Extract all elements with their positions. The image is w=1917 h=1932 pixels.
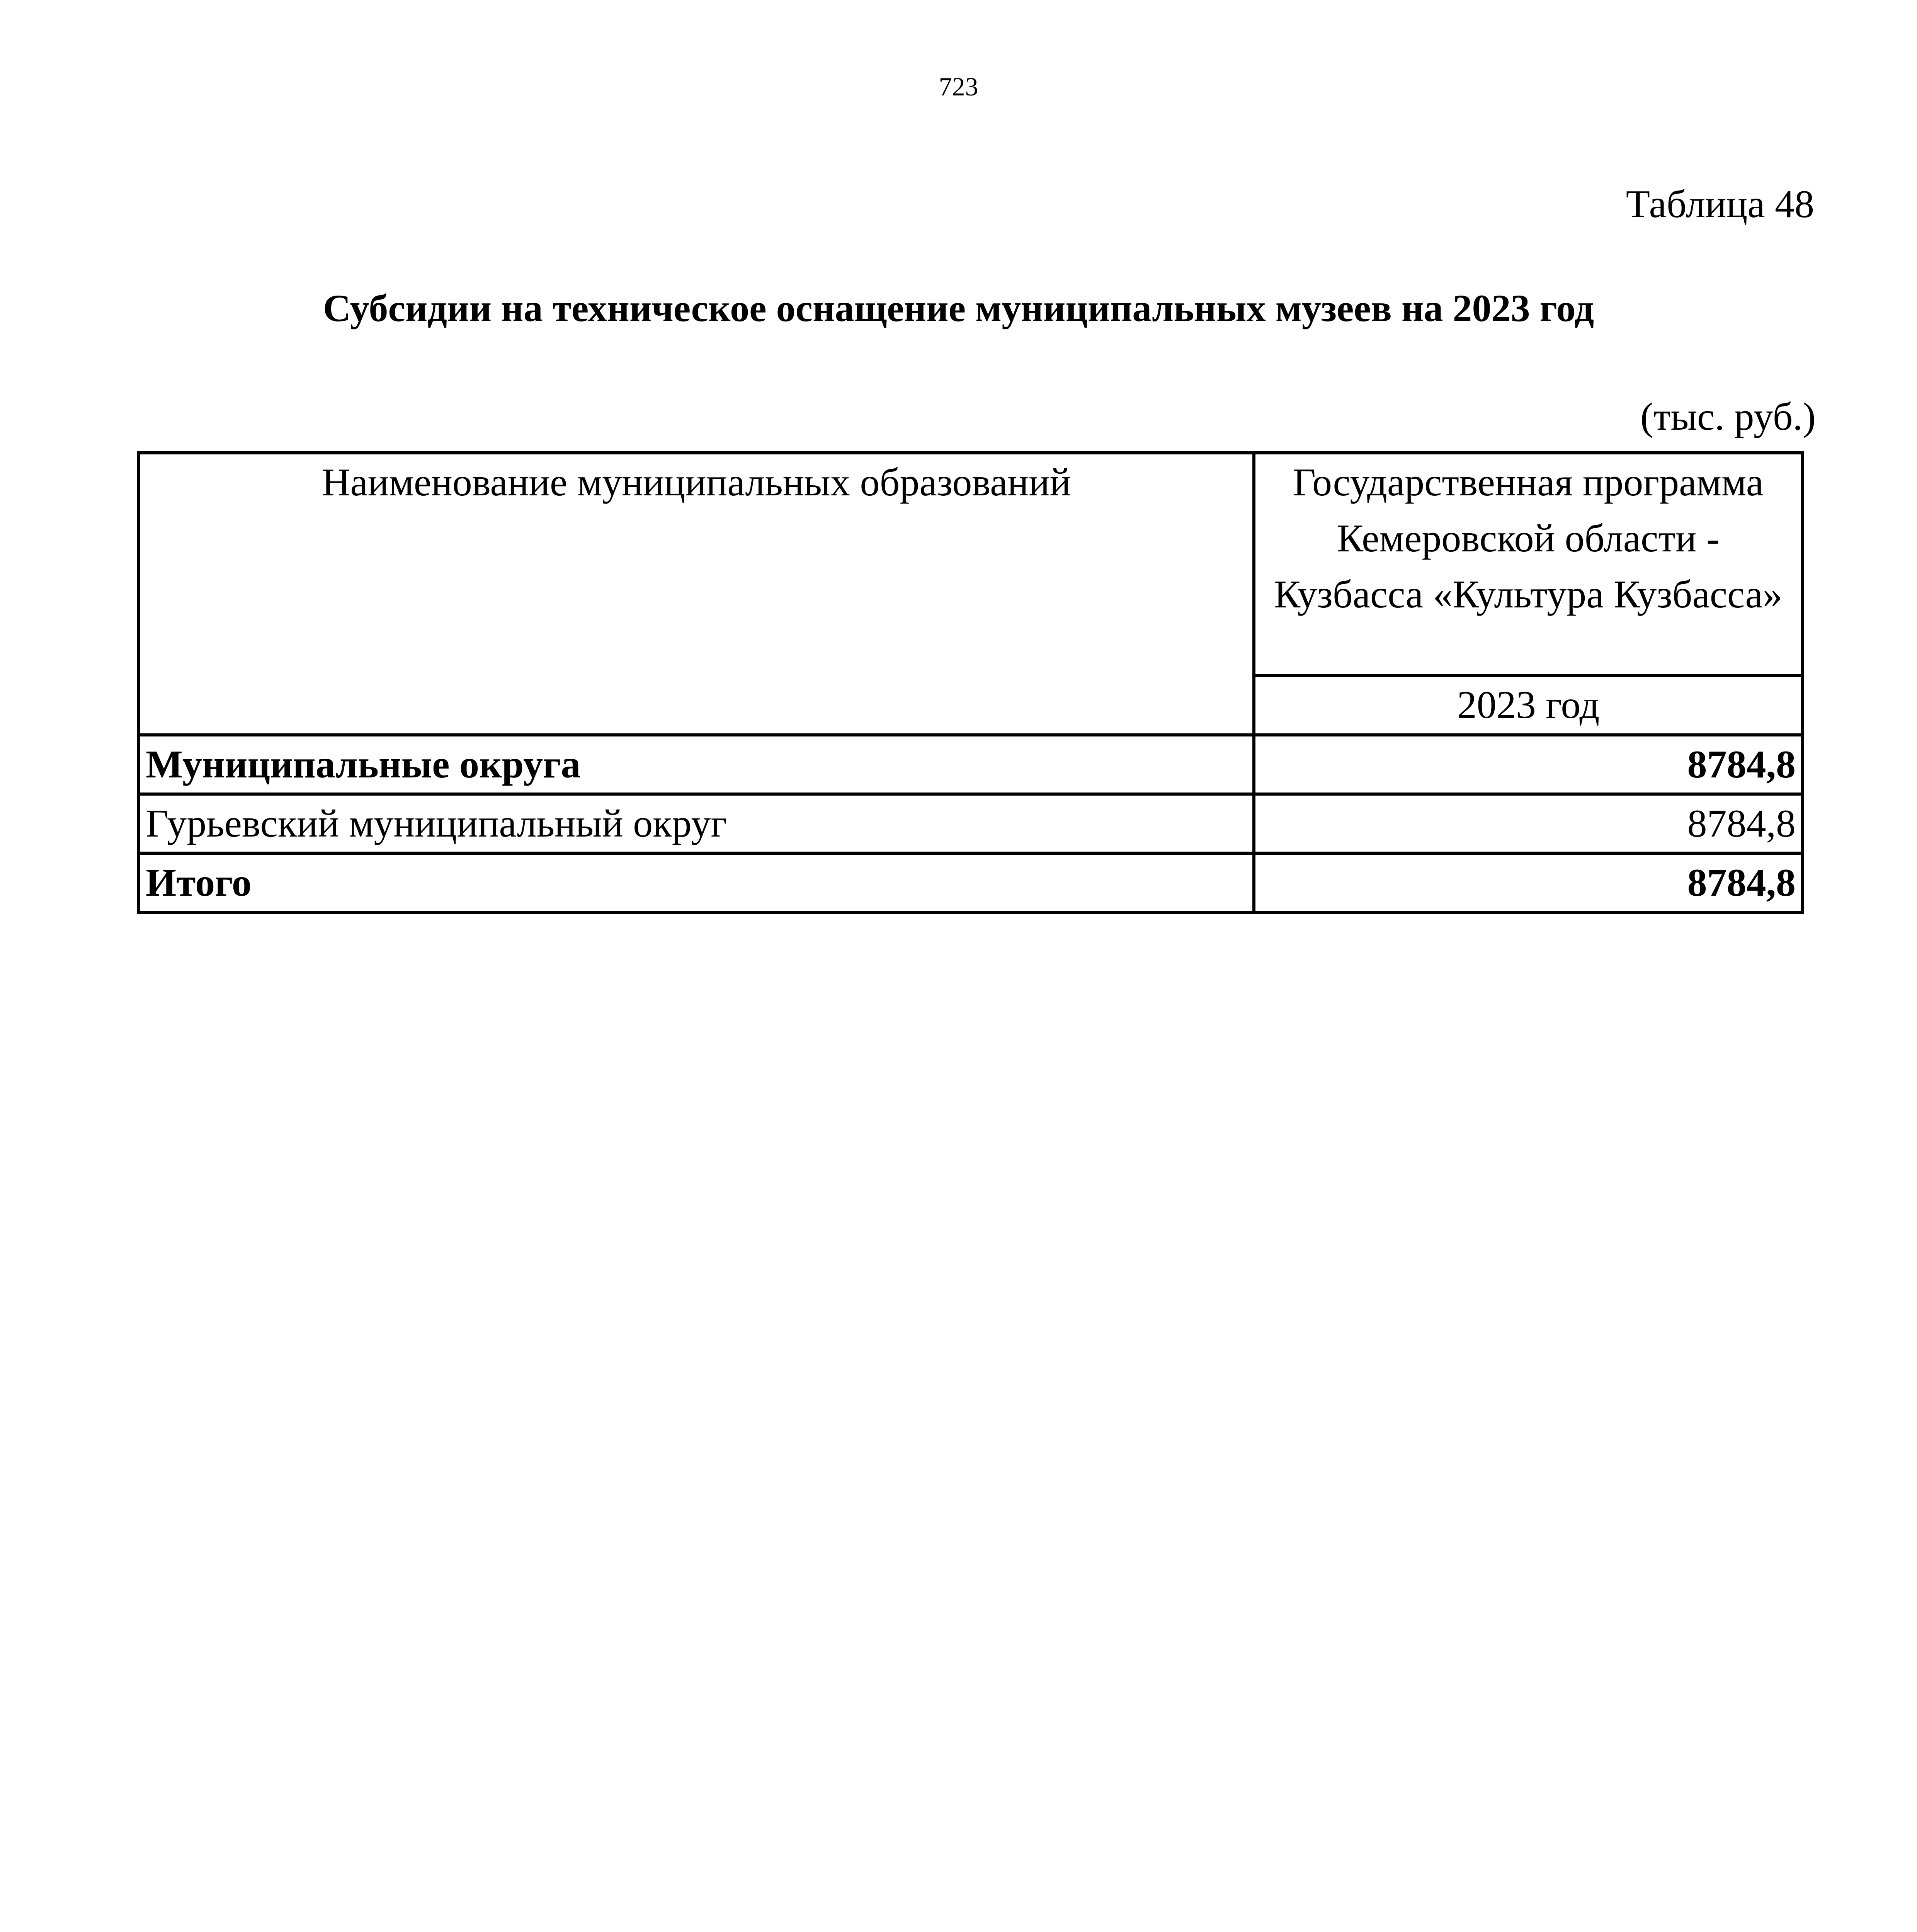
row-value: 8784,8 [1254, 735, 1803, 794]
table-label: Таблица 48 [1626, 182, 1814, 226]
header-program-line: Государственная программа [1293, 461, 1764, 504]
row-value: 8784,8 [1254, 794, 1803, 853]
row-name: Муниципальные округа [139, 735, 1254, 794]
table-row-total [139, 853, 1803, 912]
header-year: 2023 год [1254, 675, 1803, 735]
table-row [139, 735, 1803, 794]
subsidies-table [137, 451, 1804, 914]
row-value: 8784,8 [1254, 853, 1803, 912]
header-program-line: Кемеровской области - [1337, 517, 1720, 560]
header-program-column [1254, 453, 1803, 675]
units-label: (тыс. руб.) [1640, 395, 1816, 439]
document-title: Субсидии на техническое оснащение муниципальных музеев на 2023 год [323, 287, 1594, 330]
table-row [139, 794, 1803, 853]
row-name: Итого [139, 853, 1254, 912]
header-name-column: Наименование муниципальных образований [139, 453, 1254, 735]
header-program-line: Кузбасса «Культура Кузбасса» [1274, 573, 1783, 616]
row-name: Гурьевский муниципальный округ [139, 794, 1254, 853]
page-number: 723 [939, 72, 978, 101]
table-header-row [139, 453, 1803, 675]
